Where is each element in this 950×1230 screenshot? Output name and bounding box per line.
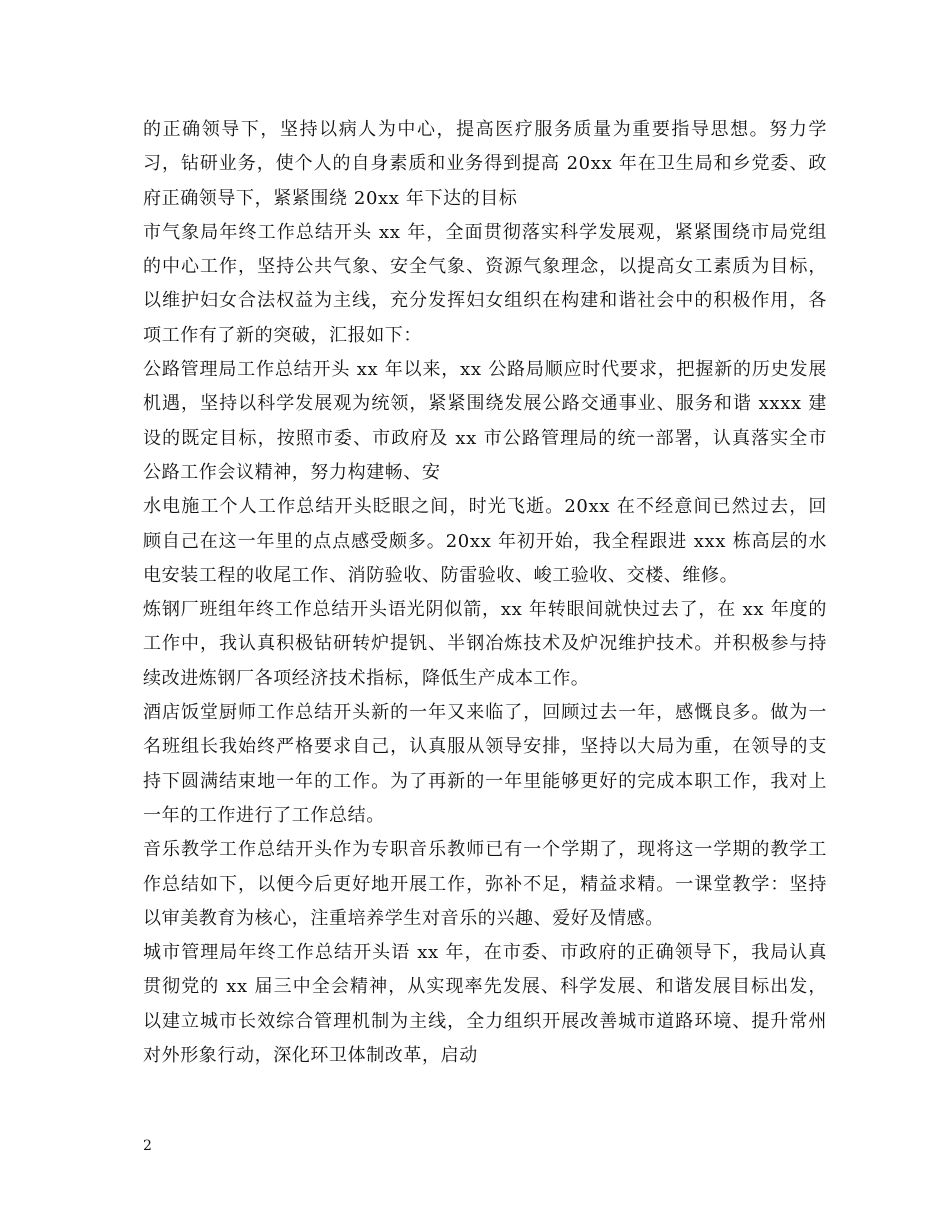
page-number: 2 — [143, 1138, 152, 1154]
paragraph-highway-bureau: 公路管理局工作总结开头 xx 年以来，xx 公路局顺应时代要求，把握新的历史发展机遇，坚持以科学发展观为统领，紧紧围绕发展公路交通事业、服务和谐 xxxx 建设的既定目标，按照市委、市政府及 xx 市公路管理局的统一部署，认真落实全市公路工作会议精神，努力构建畅、安 — [143, 359, 827, 483]
paragraph-plumbing-construction: 水电施工个人工作总结开头眨眼之间，时光飞逝。20xx 在不经意间已然过去，回顾自己在这一年里的点点感受颇多。20xx 年初开始，我全程跟进 xxx 栋高层的水电安装工程的收尾工作、消防验收、防雷验收、峻工验收、交楼、维修。 — [143, 496, 827, 586]
paragraph-hotel-kitchen: 酒店饭堂厨师工作总结开头新的一年又来临了，回顾过去一年，感慨良多。做为一名班组长我始终严格要求自己，认真服从领导安排，坚持以大局为重，在领导的支持下圆满结束地一年的工作。为了再新的一年里能够更好的完成本职工作，我对上一年的工作进行了工作总结。 — [143, 702, 827, 826]
paragraph-meteorological-bureau: 市气象局年终工作总结开头 xx 年，全面贯彻落实科学发展观，紧紧围绕市局党组的中心工作，坚持公共气象、安全气象、资源气象理念，以提高女工素质为目标，以维护妇女合法权益为主线，充分发挥妇女组织在构建和谐社会中的积极作用，各项工作有了新的突破，汇报如下： — [143, 221, 827, 346]
paragraph-medical-service: 的正确领导下，坚持以病人为中心，提高医疗服务质量为重要指导思想。努力学习，钻研业务，使个人的自身素质和业务得到提高 20xx 年在卫生局和乡党委、政府正确领导下，紧紧围绕 20xx 年下达的目标 — [143, 119, 827, 209]
paragraph-steel-plant: 炼钢厂班组年终工作总结开头语光阴似箭，xx 年转眼间就快过去了，在 xx 年度的工作中，我认真积极钻研转炉提钒、半钢冶炼技术及炉况维护技术。并积极参与持续改进炼钢厂各项经济技术指标，降低生产成本工作。 — [143, 599, 827, 689]
paragraph-music-teaching: 音乐教学工作总结开头作为专职音乐教师已有一个学期了，现将这一学期的教学工作总结如下，以便今后更好地开展工作，弥补不足，精益求精。一课堂教学：坚持以审美教育为核心，注重培养学生对音乐的兴趣、爱好及情感。 — [143, 839, 827, 929]
body-text — [143, 113, 827, 1073]
paragraph-urban-management: 城市管理局年终工作总结开头语 xx 年，在市委、市政府的正确领导下，我局认真贯彻党的 xx 届三中全会精神，从实现率先发展、科学发展、和谐发展目标出发，以建立城市长效综合管理机制为主线，全力组织开展改善城市道路环境、提升常州对外形象行动，深化环卫体制改革，启动 — [143, 942, 827, 1067]
